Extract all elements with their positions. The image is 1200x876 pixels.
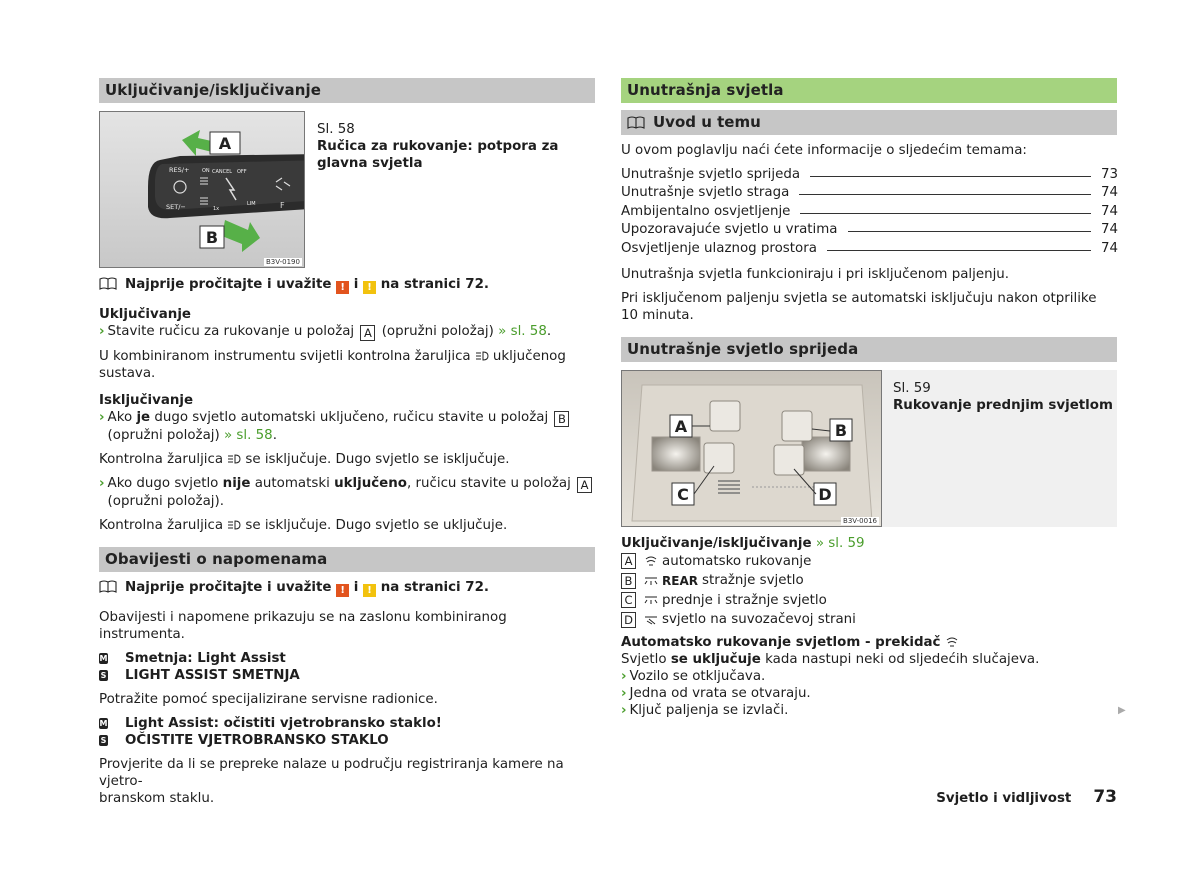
maxi-display-icon: M (99, 719, 108, 728)
message-2-maxi: M Light Assist: očistiti vjetrobransko staklo! (99, 716, 442, 731)
message-1-segment: S LIGHT ASSIST SMETNJA (100, 668, 300, 683)
bullet-arrow-icon: › (621, 668, 627, 684)
high-beam-assist-icon (475, 351, 489, 361)
figure-59 (621, 370, 1117, 527)
figure-58-label-b: B (205, 228, 219, 247)
intro-section-title: Uvod u temu (621, 110, 1117, 135)
message-1-maxi: M Smetnja: Light Assist (99, 651, 286, 666)
read-first-note: Najprije pročitajte i uvažite ! i ! na stranici 72. (99, 276, 595, 294)
figure-59-label-d: D (818, 484, 832, 504)
legend-row-c: C prednje i stražnje svjetlo (621, 591, 1117, 611)
section-title-messages: Obavijesti o napomenama (99, 547, 595, 572)
page-footer (936, 787, 1117, 807)
svg-text:F: F (280, 201, 285, 210)
interior-light-note-2: Pri isključenom paljenju svjetla se automatski isključuju nakon otprilike 10 minuta. (621, 290, 1097, 323)
intro-text: U ovom poglavlju naći ćete informacije o sljedećim temama: (621, 143, 1027, 158)
message-2-segment: S OČISTITE VJETROBRANSKO STAKLO (100, 733, 389, 748)
figure-58 (99, 111, 595, 268)
switch-off-step-1: › Ako je dugo svjetlo automatski uključeno, ručicu stavite u položaj B (opružni položaj) » sl. 58. (99, 409, 595, 444)
high-beam-assist-icon (227, 454, 241, 464)
figure-59-title: Rukovanje prednjim svjetlom (893, 397, 1113, 413)
switch-on-indicator-text: U kombiniranom instrumentu svijetli kontrolna žaruljica uključenog sustava. (99, 349, 566, 381)
topic-list (621, 163, 1117, 256)
legend-row-a: A automatsko rukovanje (621, 552, 1117, 572)
lever-illustration (100, 112, 305, 267)
right-column (621, 78, 1117, 719)
section-title-on-off: Uključivanje/isključivanje (99, 78, 595, 103)
message-2-text: Provjerite da li se prepreke nalaze u području registriranja kamere na vjetro- branskom staklu. (99, 757, 564, 806)
figure-58-number: Sl. 58 (316, 122, 355, 137)
warning-icon: ! (336, 584, 349, 597)
topic-row[interactable]: Osvjetljenje ulaznog prostora 74 (621, 240, 1119, 256)
position-b-label: B (554, 411, 569, 427)
note-icon: ! (363, 281, 376, 294)
link-fig-58[interactable]: » sl. 58 (498, 324, 547, 339)
figure-58-title: Ručica za rukovanje: potpora za glavna svjetla (316, 139, 559, 171)
lever-label-lim: LIM (247, 201, 256, 207)
roof-console-illustration (622, 371, 881, 526)
figure-59-label-a: A (674, 416, 688, 436)
auto-mode-heading: Automatsko rukovanje svjetlom - prekidač (621, 634, 1117, 651)
book-icon (99, 277, 117, 290)
auto-light-icon (945, 637, 959, 647)
auto-case-3: › Ključ paljenja se izvlači. (621, 702, 789, 718)
switch-on-title: Uključivanje (99, 307, 191, 322)
switch-off-indicator-text-2: Kontrolna žaruljica se isključuje. Dugo svjetlo se uključuje. (99, 518, 508, 533)
figure-59-image (621, 370, 882, 527)
lever-label-off: OFF (237, 169, 247, 175)
figure-59-code: B3V-0016 (843, 516, 877, 525)
maxi-display-icon: M (99, 654, 108, 663)
page-number: 73 (1093, 787, 1117, 807)
lever-label-cancel: CANCEL (212, 169, 233, 175)
note-icon: ! (363, 584, 376, 597)
switch-legend (621, 552, 1117, 630)
figure-59-label-b: B (834, 420, 848, 440)
continue-arrow-icon: ▶ (1118, 705, 1126, 716)
segment-display-icon: S (100, 671, 107, 680)
figure-58-code: B3V-0190 (265, 258, 300, 266)
figure-59-number: Sl. 59 (893, 380, 931, 396)
auto-light-icon (644, 556, 658, 566)
warning-icon: ! (336, 281, 349, 294)
switch-off-title: Isključivanje (99, 393, 194, 408)
message-1-text: Potražite pomoć specijalizirane servisne radionice. (99, 692, 438, 707)
figure-59-label-c: C (677, 484, 689, 504)
read-first-note: Najprije pročitajte i uvažite ! i ! na stranici 72. (99, 579, 595, 597)
topic-row[interactable]: Ambijentalno osvjetljenje 74 (621, 203, 1119, 219)
legend-row-d: D svjetlo na suvozačevoj strani (621, 610, 1117, 630)
bullet-arrow-icon: › (621, 685, 627, 701)
figure-58-caption (317, 111, 595, 268)
high-beam-assist-icon (227, 520, 241, 530)
messages-intro: Obavijesti i napomene prikazuju se na zaslonu kombiniranog instrumenta. (99, 610, 507, 642)
legend-row-b: B REAR stražnje svjetlo (621, 571, 1117, 591)
rear-label: REAR (662, 573, 698, 588)
auto-mode-text: Svjetlo se uključuje kada nastupi neki od sljedećih slučajeva. (621, 651, 1040, 667)
switch-on-step: › Stavite ručicu za rukovanje u položaj A (opružni položaj) » sl. 58. (99, 324, 552, 340)
bullet-arrow-icon: › (621, 702, 627, 718)
lever-label-set: SET/− (166, 203, 186, 211)
figure-58-image (99, 111, 305, 268)
book-icon (627, 116, 645, 129)
figure-58-label-a: A (218, 134, 232, 153)
on-off-heading: Uključivanje/isključivanje » sl. 59 (621, 535, 865, 551)
bullet-arrow-icon: › (99, 324, 105, 339)
bullet-arrow-icon: › (99, 410, 105, 425)
position-a-label: A (360, 325, 375, 341)
segment-display-icon: S (100, 736, 107, 745)
left-column (99, 78, 595, 807)
bullet-arrow-icon: › (99, 476, 105, 491)
interior-light-note-1: Unutrašnja svjetla funkcioniraju i pri isključenom paljenju. (621, 266, 1010, 282)
footer-section: Svjetlo i vidljivost (936, 791, 1072, 806)
topic-row[interactable]: Unutrašnje svjetlo sprijeda 73 (621, 166, 1119, 182)
interior-light-icon (644, 595, 658, 605)
topic-row[interactable]: Upozoravajuće svjetlo u vratima 74 (621, 222, 1119, 237)
figure-59-caption (882, 370, 1113, 527)
position-a-label: A (577, 477, 592, 493)
lever-label-1x: 1x (213, 206, 220, 212)
topic-row[interactable]: Unutrašnje svjetlo straga 74 (621, 185, 1119, 200)
chapter-banner: Unutrašnja svjetla (621, 78, 1117, 103)
auto-case-1: › Vozilo se otključava. (621, 668, 766, 684)
auto-case-2: › Jedna od vrata se otvaraju. (621, 685, 811, 701)
section-title-front-light: Unutrašnje svjetlo sprijeda (621, 337, 1117, 362)
interior-light-icon (644, 576, 658, 586)
switch-off-indicator-text-1: Kontrolna žaruljica se isključuje. Dugo svjetlo se isključuje. (99, 452, 510, 467)
switch-off-step-2: › Ako dugo svjetlo nije automatski uključeno, ručicu stavite u položaj A (opružni položaj). (99, 475, 595, 510)
lever-label-on: ON (202, 168, 210, 174)
reading-light-icon (644, 615, 658, 625)
link-fig-59[interactable]: » sl. 59 (815, 535, 865, 551)
book-icon (99, 580, 117, 593)
link-fig-58[interactable]: » sl. 58 (223, 428, 273, 443)
lever-label-res: RES/+ (169, 166, 190, 174)
